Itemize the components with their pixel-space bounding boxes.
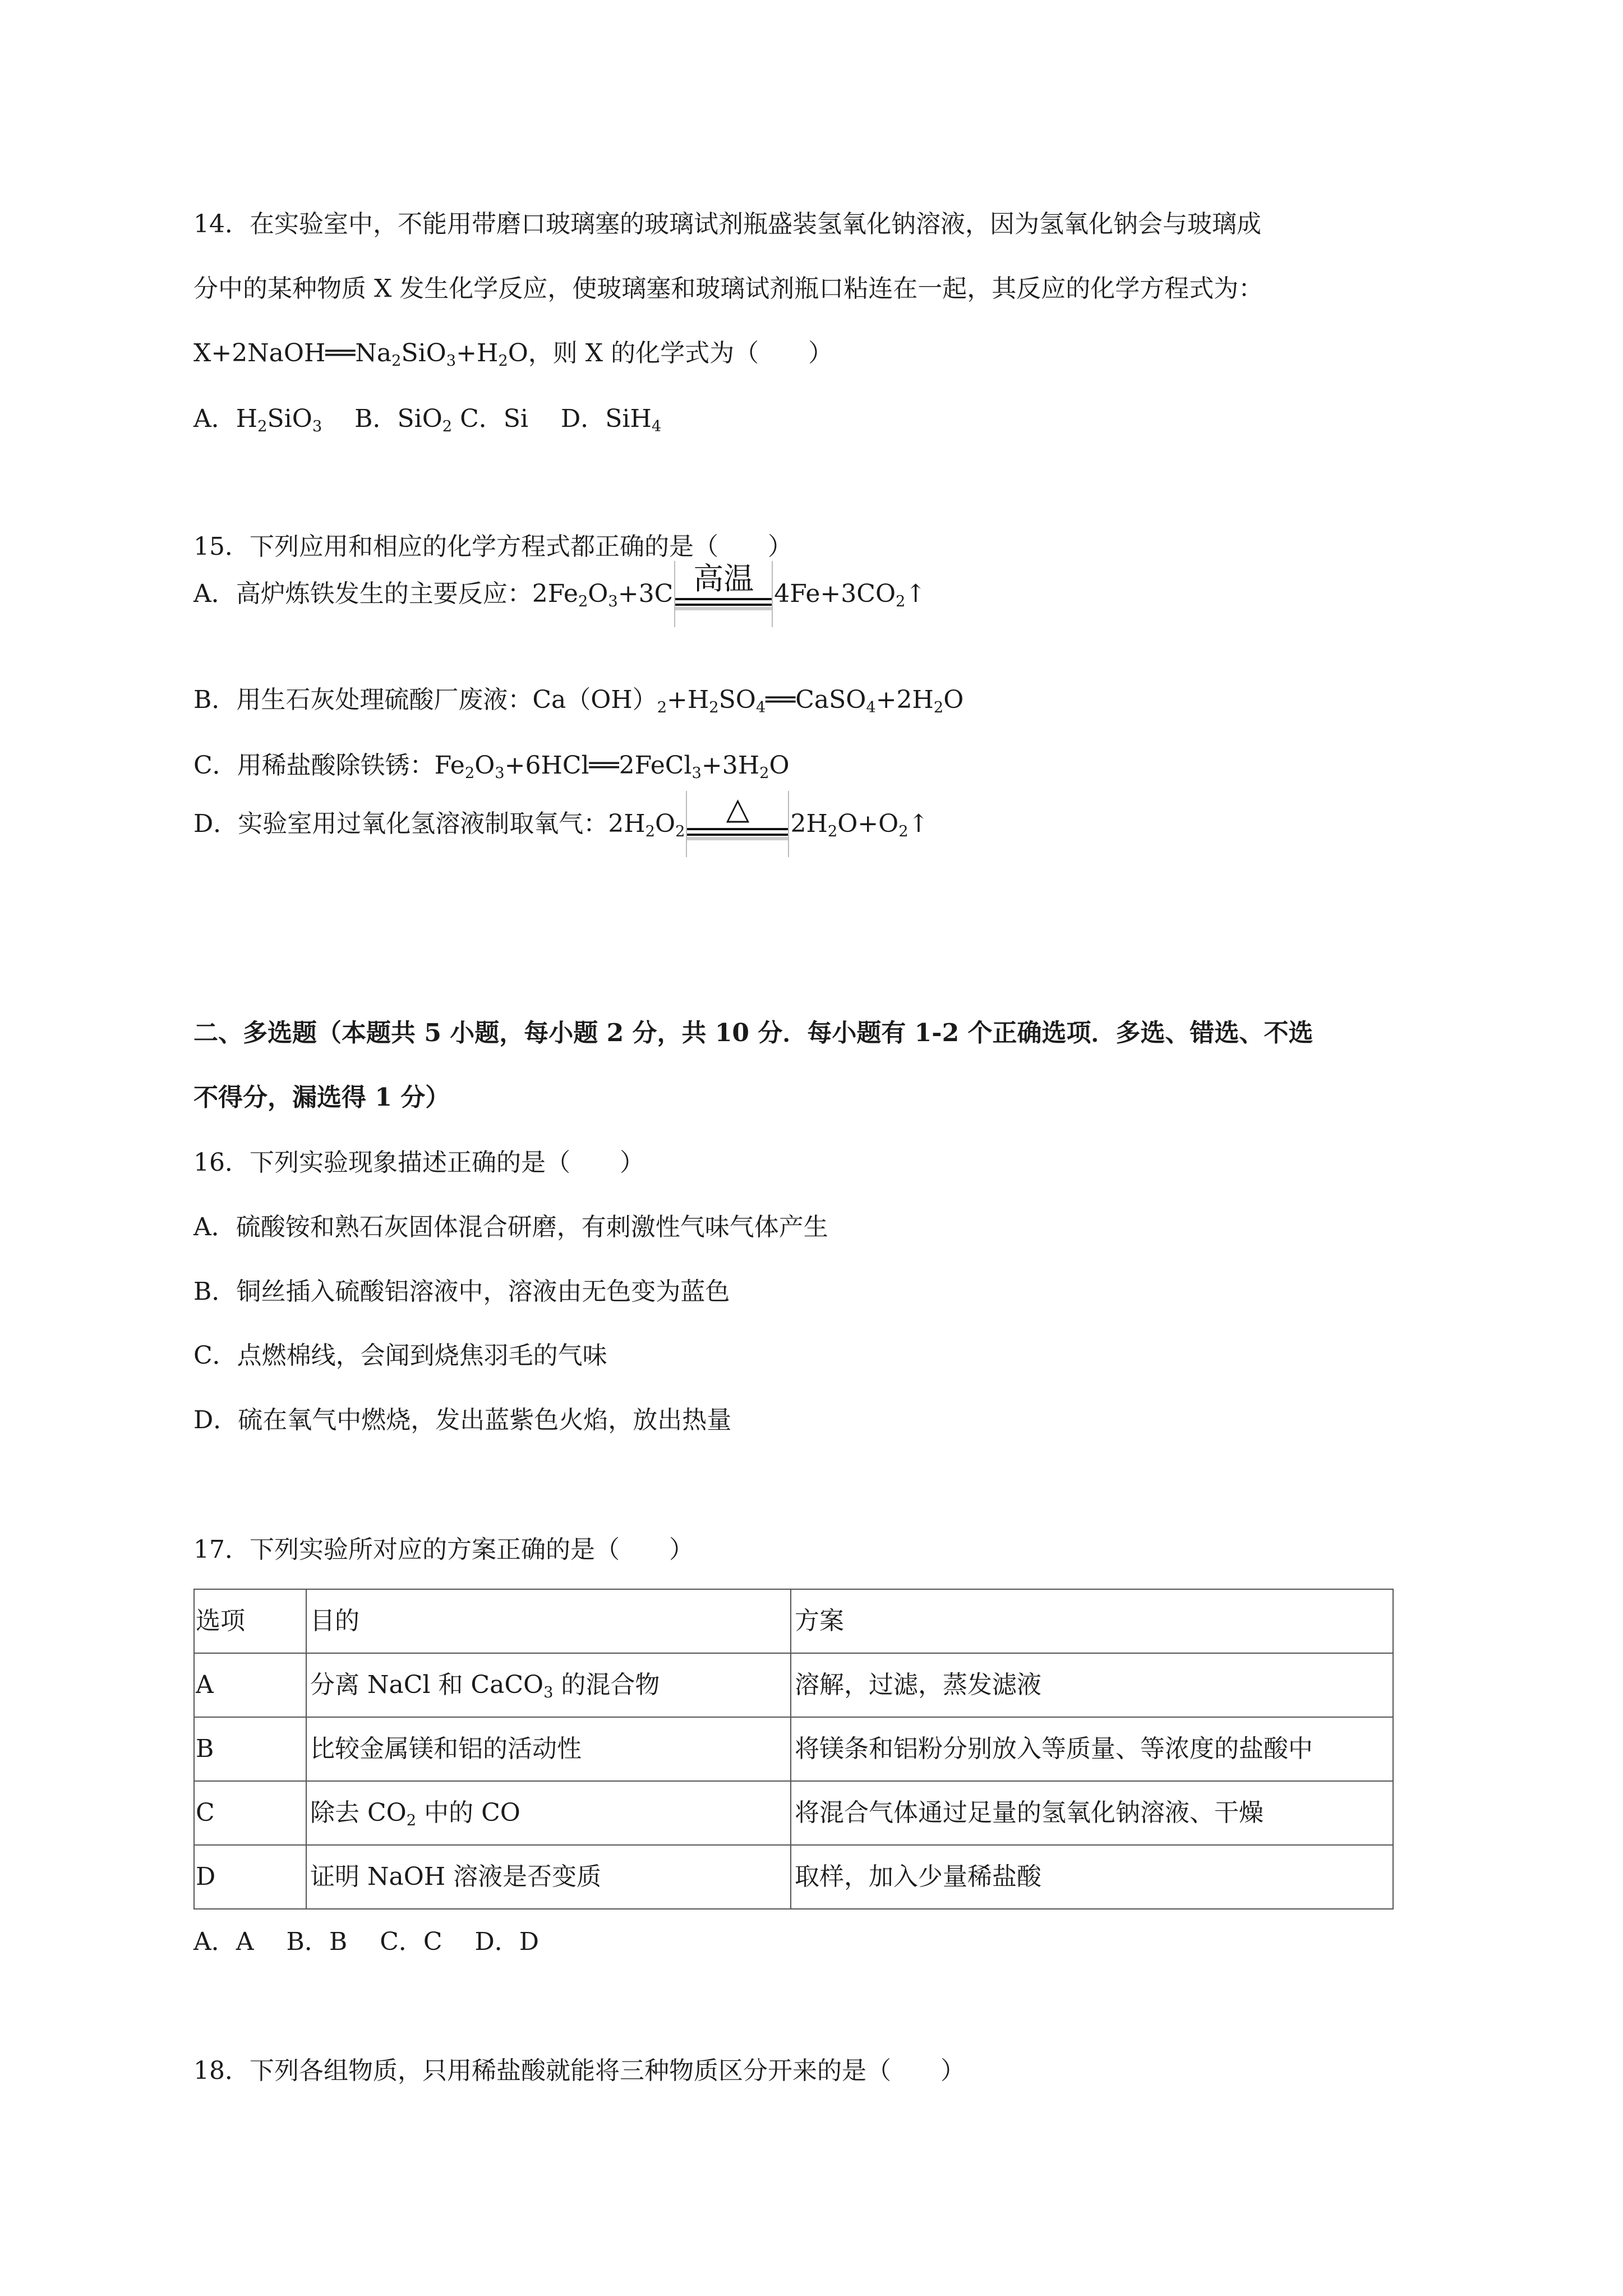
- table-header-cell: 选项: [194, 1589, 306, 1653]
- q14-options: A．$H_2SiO_3$ B．SiO$_2$ C．Si D．SiH$_4$: [193, 404, 662, 436]
- section-heading-line-2: 不得分，漏选得 1 分）: [193, 1083, 450, 1112]
- condition-label: △: [726, 791, 750, 826]
- q16-option-c: C．点燃棉线，会闻到烧焦羽毛的气味: [193, 1341, 607, 1370]
- table-cell: D: [194, 1845, 306, 1909]
- table-cell: 取样，加入少量稀盐酸: [791, 1845, 1393, 1909]
- q16-stem: 16．下列实验现象描述正确的是（ ）: [193, 1148, 644, 1177]
- q17-options: A．A B．B C．C D．D: [193, 1927, 540, 1956]
- table-row: [194, 1845, 1393, 1909]
- reaction-condition-heat: [686, 791, 789, 857]
- q14-line-3: $X+2NaOH══Na_2SiO_3+H_2O$，则 X 的化学式为（ ）: [193, 339, 833, 370]
- table-cell: A: [194, 1653, 306, 1717]
- q15-option-c: C．用稀盐酸除铁锈：$Fe_2O_3+6HCl══2FeCl_3+3H_2O$: [193, 751, 790, 783]
- q18-stem: 18．下列各组物质，只用稀盐酸就能将三种物质区分开来的是（ ）: [193, 2056, 965, 2085]
- q15-option-b: B．用生石灰处理硫酸厂废液：$Ca(OH)_2+H_2SO_4══CaSO_4+2H_2O$: [193, 685, 964, 717]
- table-row: [194, 1653, 1393, 1717]
- table-cell: 将镁条和铝粉分别放入等质量、等浓度的盐酸中: [791, 1717, 1393, 1781]
- table-cell: C: [194, 1781, 306, 1845]
- table-cell: 溶解，过滤，蒸发滤液: [791, 1653, 1393, 1717]
- table-header-cell: 目的: [306, 1589, 791, 1653]
- q15-option-a: A．高炉炼铁发生的主要反应：$2Fe_2O_3+3C$ 高温 $4Fe+3CO_2↑$: [193, 561, 926, 627]
- q16-option-d: D．硫在氧气中燃烧，发出蓝紫色火焰，放出热量: [193, 1406, 732, 1434]
- q14-line-2: 分中的某种物质 X 发生化学反应，使玻璃塞和玻璃试剂瓶口粘连在一起，其反应的化学方程式为：: [193, 274, 1264, 303]
- section-heading-line-1: 二、多选题（本题共 5 小题，每小题 2 分，共 10 分．每小题有 1-2 个正确选项．多选、错选、不选: [193, 1019, 1313, 1047]
- table-cell: B: [194, 1717, 306, 1781]
- condition-label: 高温: [693, 561, 754, 596]
- reaction-condition-high-temp: [674, 561, 773, 627]
- table-header-row: [194, 1589, 1393, 1653]
- table-cell: 分离 NaCl 和 CaCO$_3$ 的混合物: [306, 1653, 791, 1717]
- q16-option-b: B．铜丝插入硫酸铝溶液中，溶液由无色变为蓝色: [193, 1277, 730, 1306]
- q17-stem: 17．下列实验所对应的方案正确的是（ ）: [193, 1535, 694, 1564]
- table-header-cell: 方案: [791, 1589, 1393, 1653]
- q16-option-a: A．硫酸铵和熟石灰固体混合研磨，有刺激性气味气体产生: [193, 1213, 828, 1241]
- table-cell: 将混合气体通过足量的氢氧化钠溶液、干燥: [791, 1781, 1393, 1845]
- q15-stem: 15．下列应用和相应的化学方程式都正确的是（ ）: [193, 532, 792, 561]
- q14-line-1: 14．在实验室中，不能用带磨口玻璃塞的玻璃试剂瓶盛装氢氧化钠溶液，因为氢氧化钠会与玻璃成: [193, 210, 1261, 238]
- table-row: [194, 1781, 1393, 1845]
- table-cell: 除去 $CO_2$ 中的 CO: [306, 1781, 791, 1845]
- table-cell: 比较金属镁和铝的活动性: [306, 1717, 791, 1781]
- table-cell: 证明 NaOH 溶液是否变质: [306, 1845, 791, 1909]
- q17-table: [193, 1589, 1394, 1910]
- q15-option-d: D．实验室用过氧化氢溶液制取氧气：$2H_2O_2$ △ $2H_2O+O_2↑$: [193, 791, 929, 857]
- table-row: [194, 1717, 1393, 1781]
